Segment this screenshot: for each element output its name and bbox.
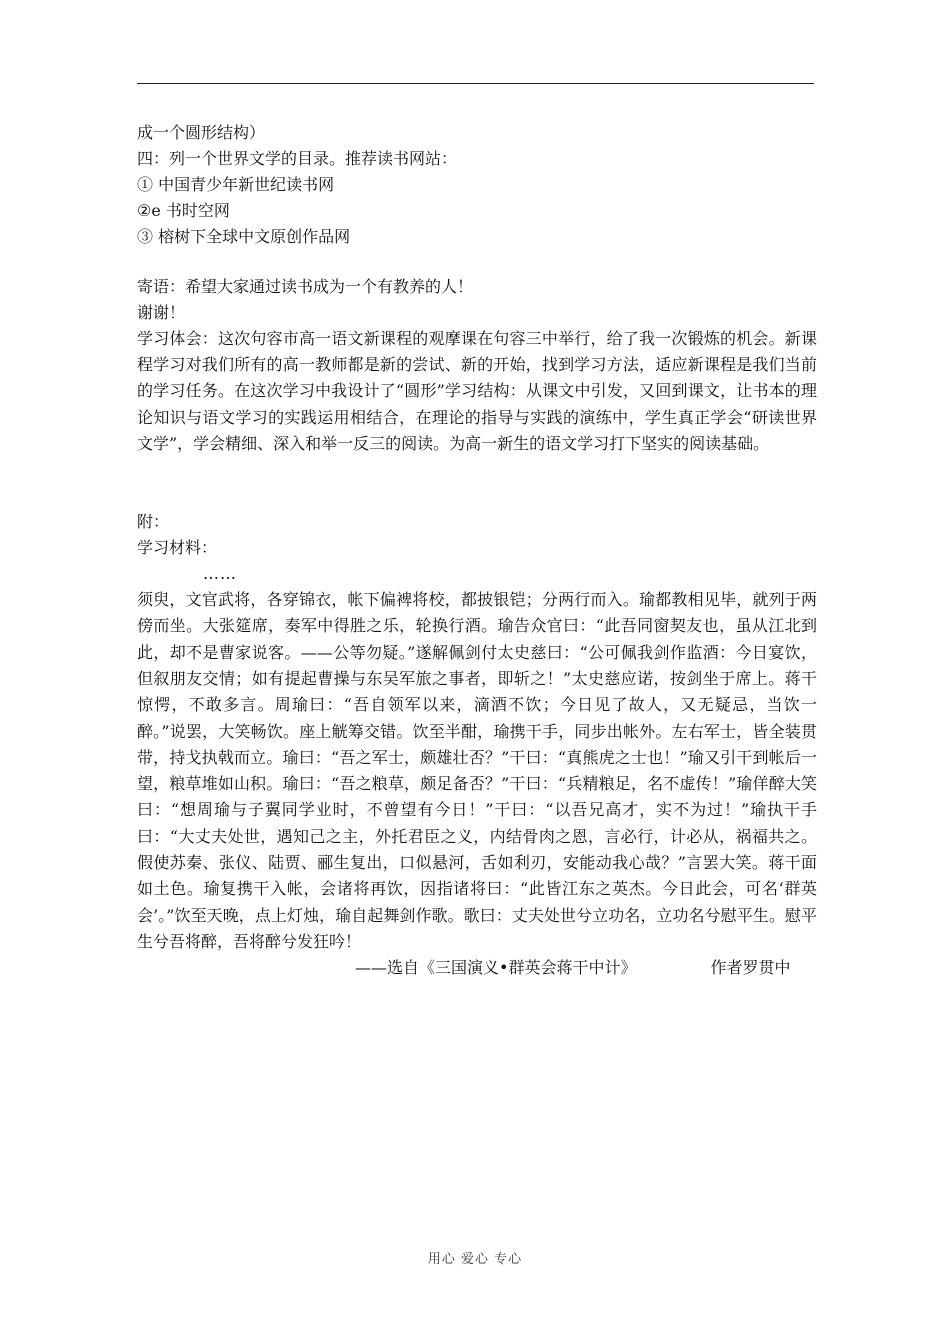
list-item: ① 中国青少年新世纪读书网 bbox=[137, 175, 335, 194]
spacer bbox=[137, 250, 817, 274]
reflection-paragraph: 学习体会：这次句容市高一语文新课程的观摩课在句容三中举行，给了我一次锻炼的机会。新课程学习对我们所有的高一教师都是新的尝试、新的开始，找到学习方法，适应新课程是我们当前的学习任务。在这次学习中我设计了“圆形”学习结构：从课文中引发，又回到课文，让书本的理论知识与语文学习的实践运用相结合，在理论的指导与实践的演练中，学生真正学会“研读世界文学”，学会精细、深入和举一反三的阅读。为高一新生的语文学习打下坚实的阅读基础。 bbox=[137, 329, 817, 453]
material-label: 学习材料： bbox=[137, 538, 218, 558]
ellipsis: …… bbox=[203, 564, 237, 584]
appendix-label: 附： bbox=[137, 512, 170, 532]
closing-wish: 寄语：希望大家通过读书成为一个有教养的人！ bbox=[137, 277, 474, 296]
closing-thanks: 谢谢！ bbox=[137, 303, 186, 322]
page-footer: 用心 爱心 专心 bbox=[427, 1252, 523, 1267]
reading-passage: 须臾，文官武将，各穿锦衣，帐下偏裨将校，都披银铠；分两行而入。瑜都教相见毕，就列于两傍而坐。大张筵席，奏军中得胜之乐，轮换行酒。瑜告众官曰：“此吾同窗契友也，虽从江北到此，却不是曹家说客。——公等勿疑。”遂解佩剑付太史慈曰：“公可佩我剑作监酒：今日宴饮，但叙朋友交情；如有提起曹操与东吴军旅之事者，即斩之！”太史慈应诺，按剑坐于席上。蒋干惊愕，不敢多言。周瑜曰：“吾自领军以来，滴酒不饮；今日见了故人，又无疑忌，当饮一醉。”说罢，大笑畅饮。座上觥筹交错。饮至半酣，瑜携干手，同步出帐外。左右军士，皆全装贯带，持戈执戟而立。瑜曰：“吾之军士，颇雄壮否？”干曰：“真熊虎之士也！”瑜又引干到帐后一望，粮草堆如山积。瑜曰：“吾之粮草，颇足备否？”干曰：“兵精粮足，名不虚传！”瑜佯醉大笑曰：“想周瑜与子翼同学业时，不曾望有今日！”干曰：“以吾兄高才，实不为过！”瑜执干手曰：“大丈夫处世，遇知己之主，外托君臣之义，内结骨肉之恩，言必行，计必从，祸福共之。假使苏秦、张仪、陆贾、郦生复出，口似悬河，舌如利刃，安能动我心哉？”言罢大笑。蒋干面如土色。瑜复携干入帐，会诸将再饮，因指诸将曰：“此皆江东之英杰。今日此会，可名‘群英会’。”饮至天晚，点上灯烛，瑜自起舞剑作歌。歌曰：丈夫处世兮立功名，立功名兮慰平生。慰平生兮吾将醉，吾将醉兮发狂吟！ bbox=[137, 590, 817, 951]
source-title: ——选自《三国演义•群英会蒋干中计》 bbox=[355, 958, 637, 978]
spacer bbox=[137, 457, 817, 509]
source-citation bbox=[355, 955, 817, 981]
section-heading: 四：列一个世界文学的目录。推荐读书网站： bbox=[137, 149, 458, 168]
list-item: ②e 书时空网 bbox=[137, 201, 230, 220]
source-author: 作者罗贯中 bbox=[710, 958, 791, 978]
document-body bbox=[137, 120, 817, 981]
text-line: 成一个圆形结构） bbox=[137, 123, 266, 142]
list-item: ③ 榕树下全球中文原创作品网 bbox=[137, 227, 351, 246]
header-rule bbox=[137, 83, 814, 84]
